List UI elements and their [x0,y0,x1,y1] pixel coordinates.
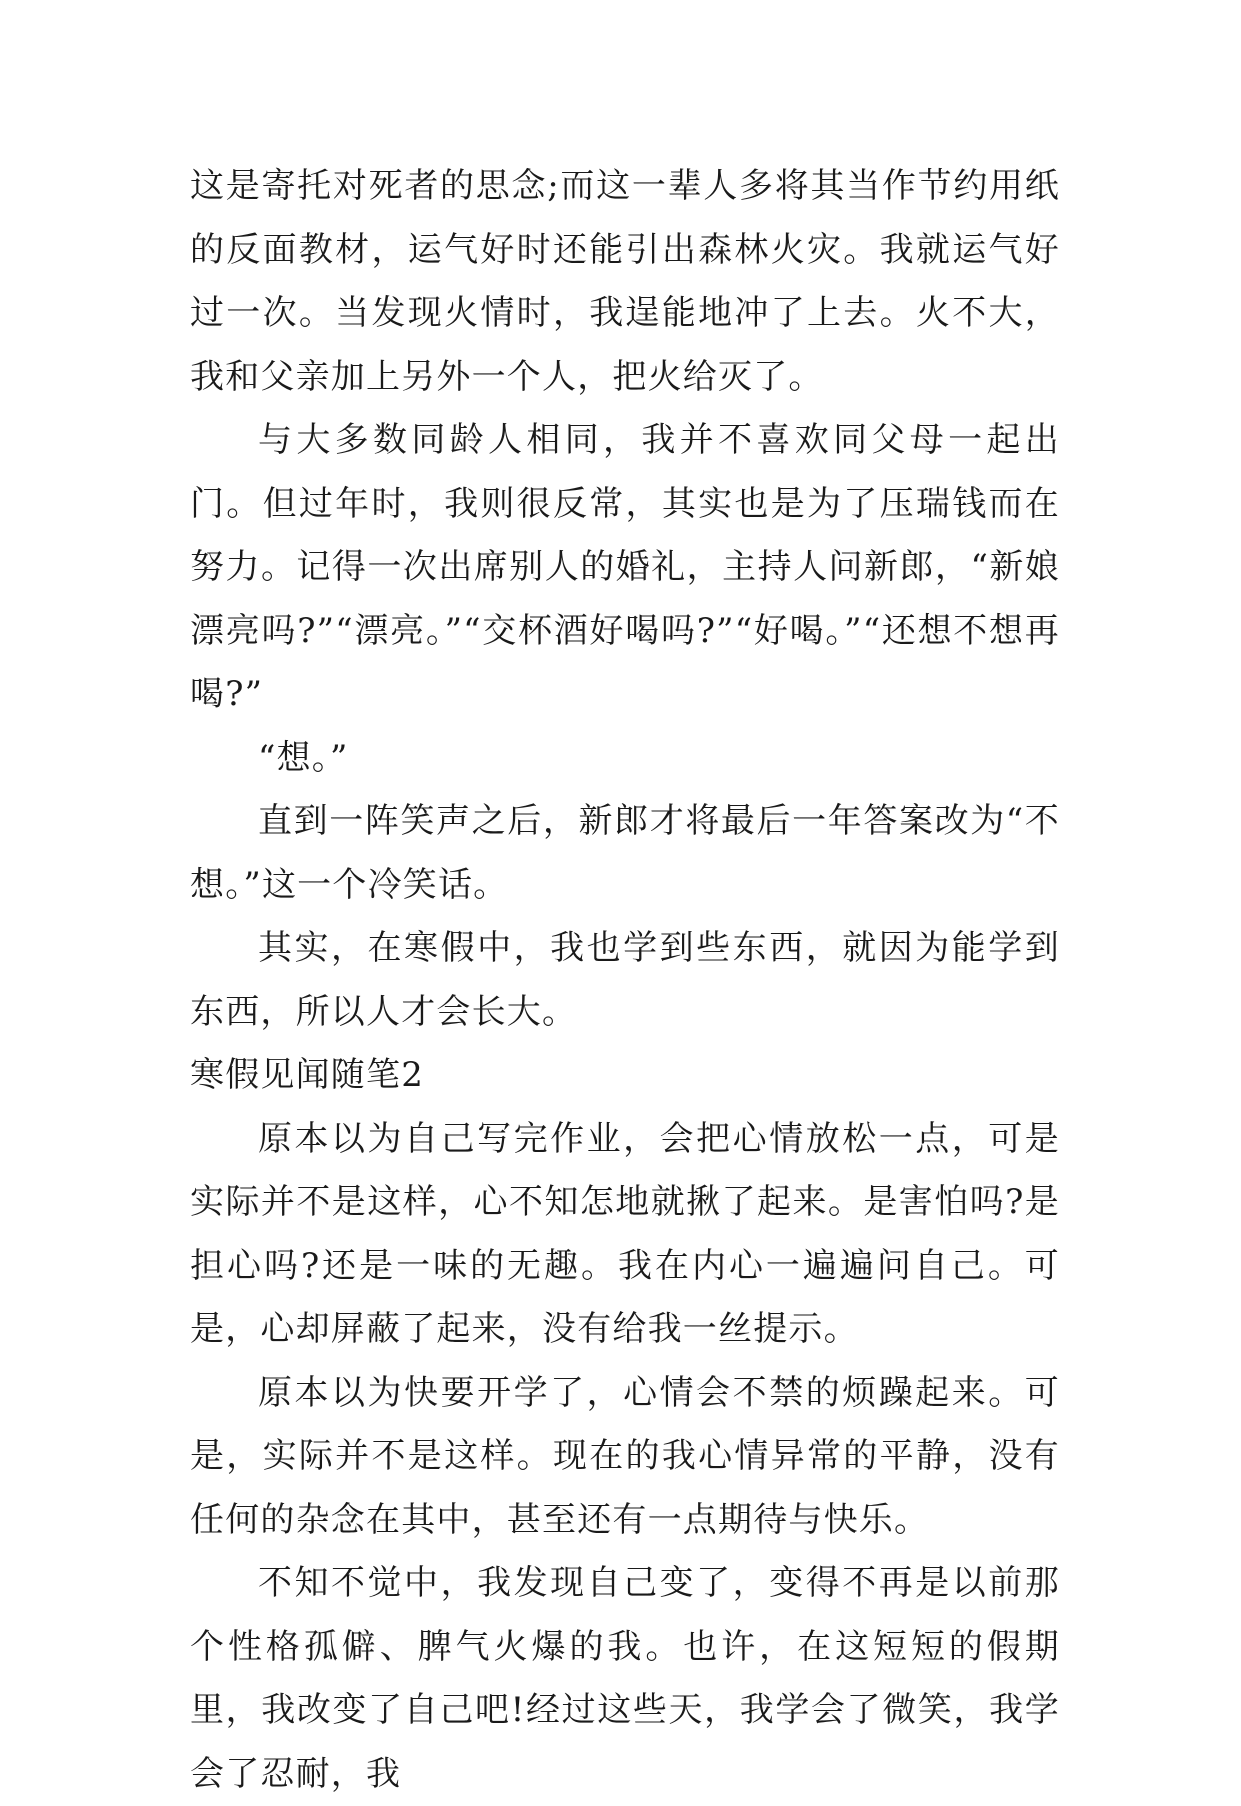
paragraph-joke: 直到一阵笑声之后，新郎才将最后一年答案改为“不想。”这一个冷笑话。 [190,801,1060,905]
paragraph-change: 不知不觉中，我发现自己变了，变得不再是以前那个性格孤僻、脾气火爆的我。也许，在这短短的假期里，我改变了自己吧!经过这些天，我学会了微笑，我学会了忍耐，我 [190,1563,1060,1794]
paragraph-homework: 原本以为自己写完作业，会把心情放松一点，可是实际并不是这样，心不知怎地就揪了起来。是害怕吗?是担心吗?还是一味的无趣。我在内心一遍遍问自己。可是，心却屏蔽了起来，没有给我一丝提示。 [190,1118,1060,1349]
paragraph-school-start: 原本以为快要开学了，心情会不禁的烦躁起来。可是，实际并不是这样。现在的我心情异常的平静，没有任何的杂念在其中，甚至还有一点期待与快乐。 [190,1372,1060,1540]
document-body [190,155,1060,1806]
paragraph-answer: “想。” [258,737,349,778]
paragraph-continuation: 这是寄托对死者的思念;而这一辈人多将其当作节约用纸的反面教材，运气好时还能引出森林火灾。我就运气好过一次。当发现火情时，我逞能地冲了上去。火不大，我和父亲加上另外一个人，把火给灭了。 [190,166,1060,397]
section-heading: 寒假见闻随笔2 [190,1055,425,1095]
paragraph-growth: 其实，在寒假中，我也学到些东西，就因为能学到东西，所以人才会长大。 [190,928,1060,1032]
paragraph-wedding: 与大多数同龄人相同，我并不喜欢同父母一起出门。但过年时，我则很反常，其实也是为了压瑞钱而在努力。记得一次出席别人的婚礼，主持人问新郎，“新娘漂亮吗?”“漂亮。”“交杯酒好喝吗?”“好喝。”“还想不想再喝?” [190,420,1060,714]
